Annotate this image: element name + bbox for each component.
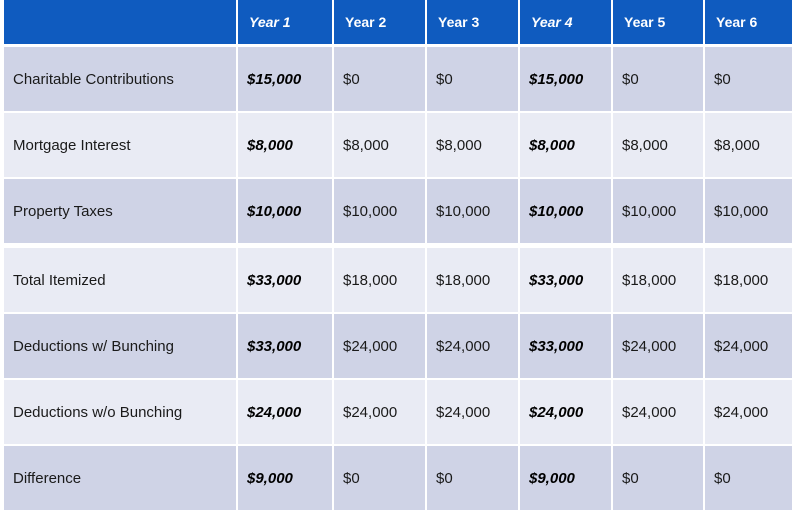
cell-year-4: $15,000 [519,46,612,113]
cell-year-4: $9,000 [519,445,612,511]
cell-year-5: $10,000 [612,178,704,246]
cell-year-1: $10,000 [237,178,333,246]
row-label: Deductions w/ Bunching [4,313,237,379]
cell-year-2: $24,000 [333,379,426,445]
cell-year-5: $0 [612,46,704,113]
cell-year-6: $10,000 [704,178,792,246]
cell-year-1: $33,000 [237,313,333,379]
row-label: Deductions w/o Bunching [4,379,237,445]
cell-year-1: $33,000 [237,246,333,314]
cell-year-2: $10,000 [333,178,426,246]
cell-year-6: $24,000 [704,313,792,379]
header-year-5: Year 5 [612,0,704,46]
bunching-comparison-table [4,0,792,512]
cell-year-6: $18,000 [704,246,792,314]
row-label: Mortgage Interest [4,112,237,178]
cell-year-2: $0 [333,46,426,113]
table-row-difference [4,445,792,511]
header-year-4: Year 4 [519,0,612,46]
row-label: Property Taxes [4,178,237,246]
cell-year-4: $24,000 [519,379,612,445]
table-header-row [4,0,792,46]
row-label: Charitable Contributions [4,46,237,113]
cell-year-2: $8,000 [333,112,426,178]
cell-year-3: $18,000 [426,246,519,314]
table-row-deductions-without-bunching [4,379,792,445]
cell-year-5: $8,000 [612,112,704,178]
cell-year-1: $15,000 [237,46,333,113]
cell-year-3: $0 [426,445,519,511]
table-row-mortgage-interest [4,112,792,178]
cell-year-2: $18,000 [333,246,426,314]
header-year-2: Year 2 [333,0,426,46]
cell-year-1: $8,000 [237,112,333,178]
header-year-1: Year 1 [237,0,333,46]
cell-year-4: $8,000 [519,112,612,178]
cell-year-5: $18,000 [612,246,704,314]
cell-year-6: $0 [704,46,792,113]
cell-year-2: $0 [333,445,426,511]
cell-year-5: $24,000 [612,313,704,379]
cell-year-3: $0 [426,46,519,113]
cell-year-6: $24,000 [704,379,792,445]
cell-year-3: $8,000 [426,112,519,178]
header-year-6: Year 6 [704,0,792,46]
header-year-3: Year 3 [426,0,519,46]
cell-year-1: $24,000 [237,379,333,445]
cell-year-4: $33,000 [519,246,612,314]
cell-year-5: $24,000 [612,379,704,445]
table-row-total-itemized [4,246,792,314]
table-row-deductions-with-bunching [4,313,792,379]
cell-year-6: $0 [704,445,792,511]
row-label: Difference [4,445,237,511]
header-corner-cell [4,0,237,46]
cell-year-5: $0 [612,445,704,511]
cell-year-4: $33,000 [519,313,612,379]
cell-year-4: $10,000 [519,178,612,246]
cell-year-2: $24,000 [333,313,426,379]
cell-year-3: $10,000 [426,178,519,246]
table-row-charitable-contributions [4,46,792,113]
cell-year-3: $24,000 [426,313,519,379]
row-label: Total Itemized [4,246,237,314]
cell-year-6: $8,000 [704,112,792,178]
cell-year-1: $9,000 [237,445,333,511]
cell-year-3: $24,000 [426,379,519,445]
table-row-property-taxes [4,178,792,246]
